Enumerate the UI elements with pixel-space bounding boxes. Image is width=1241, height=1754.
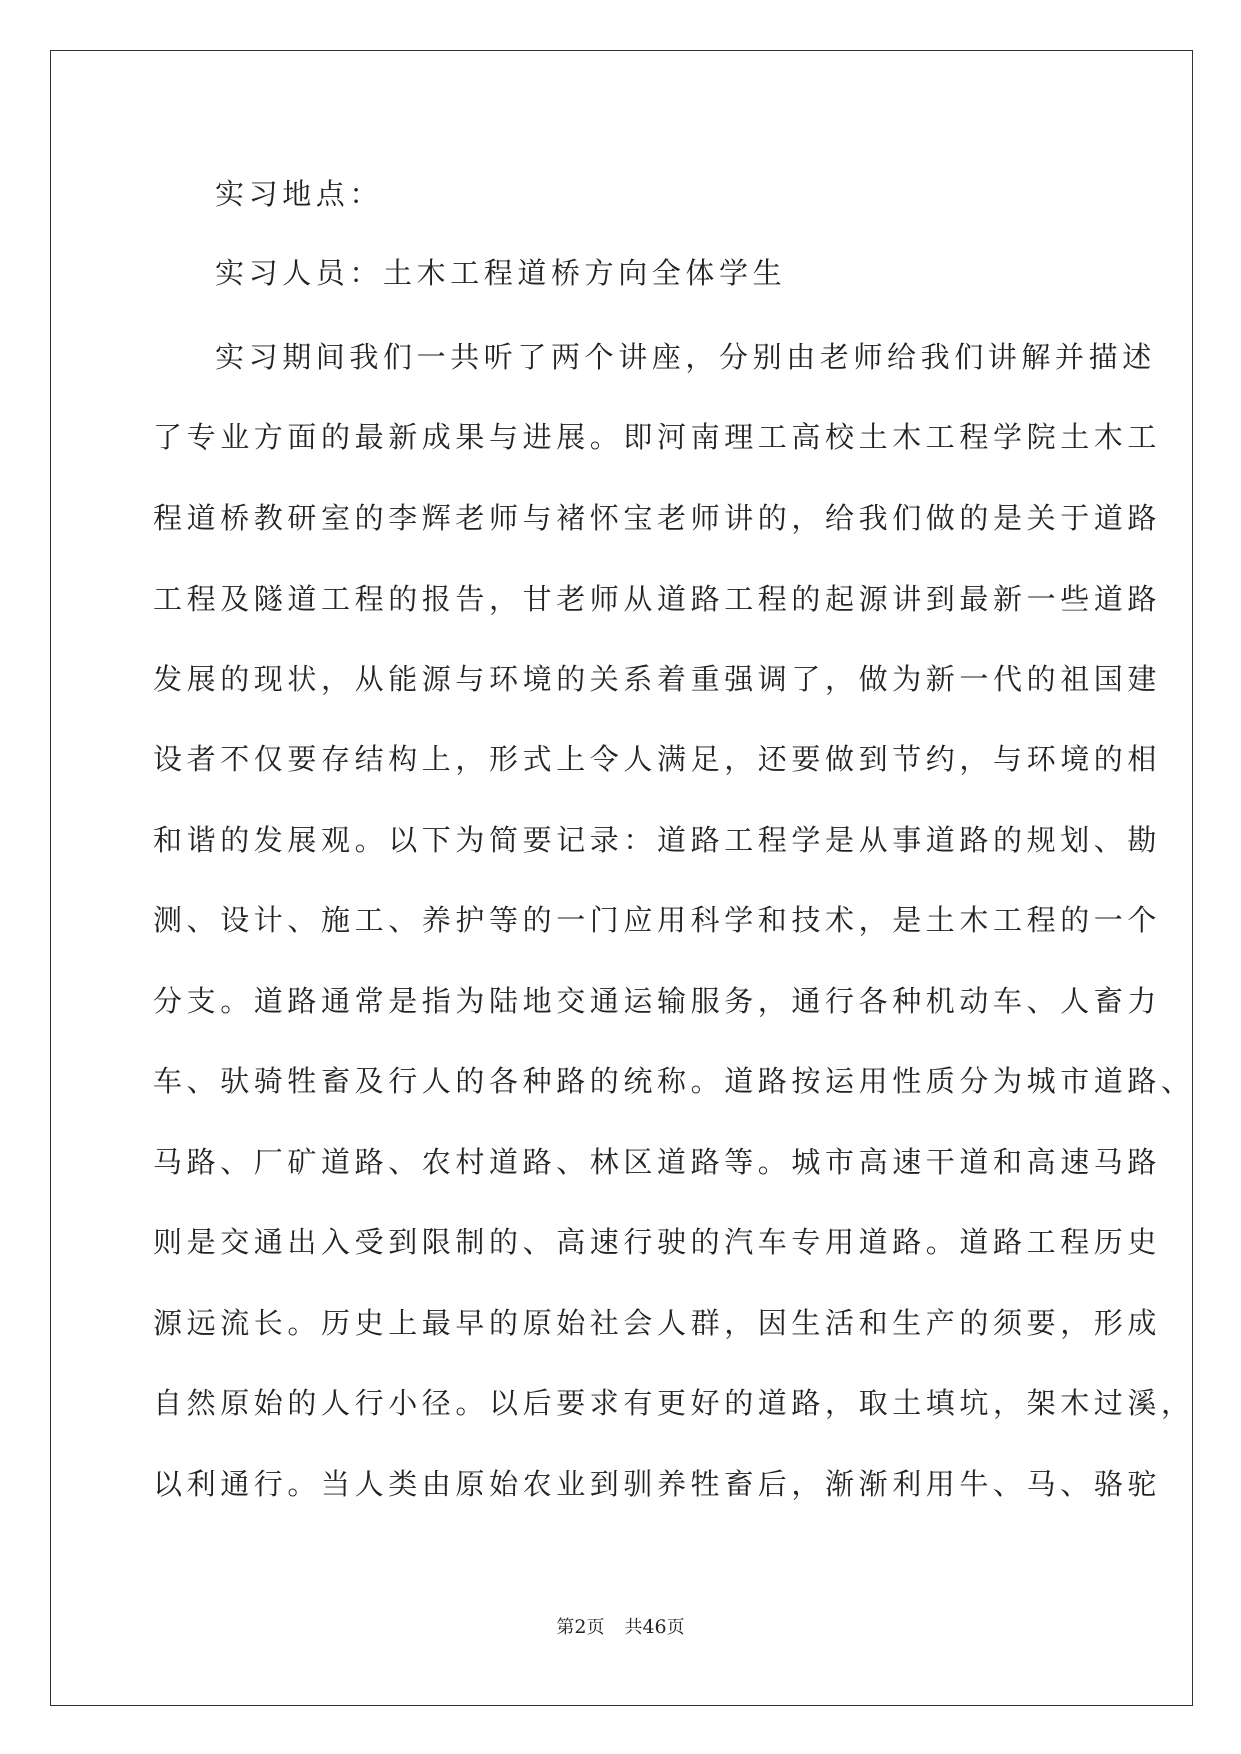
text-line: 发展的现状，从能源与环境的关系着重强调了，做为新一代的祖国建 [153, 662, 1162, 696]
footer-page-prefix: 第 [556, 1617, 575, 1638]
text-line: 马路、厂矿道路、农村道路、林区道路等。城市高速干道和高速马路 [153, 1145, 1162, 1179]
text-line: 以利通行。当人类由原始农业到驯养牲畜后，渐渐利用牛、马、骆驼 [153, 1467, 1162, 1501]
footer-total-prefix: 共 [624, 1617, 643, 1638]
text-line: 设者不仅要存结构上，形式上令人满足，还要做到节约，与环境的相 [153, 742, 1162, 776]
text-line: 实习人员：土木工程道桥方向全体学生 [215, 256, 787, 290]
text-line: 程道桥教研室的李辉老师与褚怀宝老师讲的，给我们做的是关于道路 [153, 501, 1162, 535]
text-line: 和谐的发展观。以下为简要记录：道路工程学是从事道路的规划、勘 [153, 823, 1162, 857]
text-line: 则是交通出入受到限制的、高速行驶的汽车专用道路。道路工程历史 [153, 1225, 1162, 1259]
footer-total-unit: 页 [666, 1617, 685, 1638]
text-line: 源远流长。历史上最早的原始社会人群，因生活和生产的须要，形成 [153, 1306, 1162, 1340]
text-line: 实习地点： [215, 177, 384, 211]
footer-page-unit: 页 [586, 1617, 605, 1638]
page-border [50, 50, 1193, 1706]
text-line: 测、设计、施工、养护等的一门应用科学和技术，是土木工程的一个 [153, 903, 1162, 937]
text-line: 了专业方面的最新成果与进展。即河南理工高校土木工程学院土木工 [153, 420, 1162, 454]
text-line: 实习期间我们一共听了两个讲座，分别由老师给我们讲解并描述 [215, 340, 1156, 374]
footer-page-current: 2 [574, 1616, 587, 1638]
text-line: 自然原始的人行小径。以后要求有更好的道路，取土填坑，架木过溪， [153, 1386, 1195, 1420]
text-line: 分支。道路通常是指为陆地交通运输服务，通行各种机动车、人畜力 [153, 984, 1162, 1018]
page-footer [0, 1615, 1241, 1640]
text-line: 工程及隧道工程的报告，甘老师从道路工程的起源讲到最新一些道路 [153, 582, 1162, 616]
text-line: 车、驮骑牲畜及行人的各种路的统称。道路按运用性质分为城市道路、 [153, 1064, 1195, 1098]
footer-page-total: 46 [642, 1616, 667, 1638]
